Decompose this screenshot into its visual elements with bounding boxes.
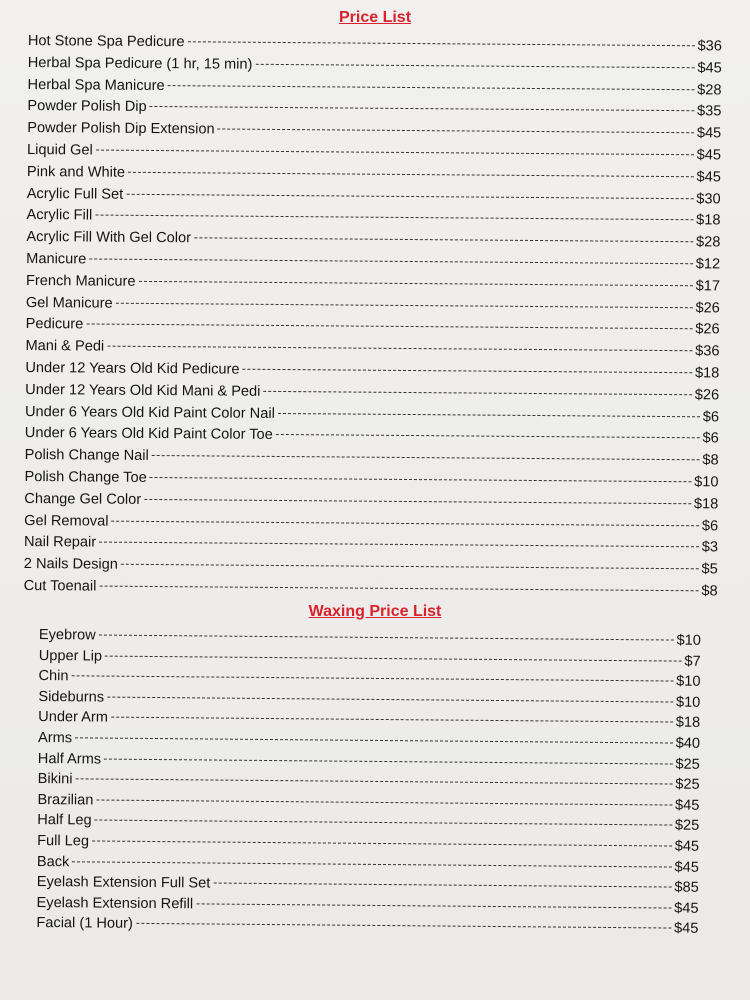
- service-name: Brazilian: [37, 791, 94, 809]
- service-name: Powder Polish Dip: [27, 98, 147, 116]
- dash-leader: [243, 369, 692, 374]
- service-name: Polish Change Toe: [24, 468, 147, 486]
- dash-leader: [196, 903, 671, 908]
- dash-leader: [76, 778, 673, 784]
- service-price: $18: [696, 212, 721, 229]
- service-name: Pink and White: [26, 163, 126, 181]
- service-price: $25: [674, 817, 700, 835]
- dash-leader: [72, 675, 674, 681]
- service-name: Half Arms: [37, 750, 102, 768]
- service-price: $25: [675, 776, 700, 793]
- service-name: Change Gel Color: [24, 490, 142, 508]
- service-price: $10: [676, 673, 701, 690]
- dash-leader: [128, 172, 693, 177]
- service-price: $45: [674, 900, 699, 917]
- service-name: Acrylic Fill: [26, 207, 93, 224]
- service-name: Arms: [37, 729, 73, 747]
- service-price: $18: [693, 495, 719, 513]
- service-name: Liquid Gel: [27, 141, 93, 159]
- service-name: Half Leg: [37, 812, 92, 829]
- service-name: Full Leg: [37, 832, 90, 850]
- service-name: Under 6 Years Old Kid Paint Color Nail: [24, 403, 275, 422]
- service-price: $36: [695, 343, 720, 360]
- price-row: [24, 576, 718, 603]
- service-name: Sideburns: [38, 688, 105, 706]
- service-price: $85: [674, 879, 699, 896]
- service-name: Under 6 Years Old Kid Paint Color Toe: [24, 425, 273, 444]
- service-name: Herbal Spa Manicure: [27, 76, 165, 94]
- dash-leader: [99, 635, 674, 641]
- dash-leader: [86, 324, 692, 330]
- service-price: $45: [696, 125, 722, 142]
- dash-leader: [276, 434, 700, 438]
- dash-leader: [107, 696, 673, 702]
- waxing-price-list-title: Waxing Price List: [308, 603, 442, 620]
- dash-leader: [213, 883, 671, 888]
- service-price: $45: [674, 838, 700, 855]
- service-price: $35: [696, 103, 722, 120]
- dash-leader: [95, 215, 693, 221]
- dash-leader: [263, 391, 691, 395]
- service-name: Under 12 Years Old Kid Mani & Pedi: [25, 381, 261, 400]
- dash-leader: [136, 923, 671, 929]
- service-name: Polish Change Nail: [24, 447, 149, 465]
- dash-leader: [150, 106, 694, 111]
- service-price: $26: [694, 386, 720, 404]
- dash-leader: [150, 477, 691, 482]
- service-price: $36: [697, 38, 722, 55]
- dash-leader: [194, 237, 693, 242]
- dash-leader: [104, 758, 672, 764]
- service-name: Gel Manicure: [25, 294, 113, 312]
- dash-leader: [116, 302, 693, 308]
- service-price: $28: [695, 234, 721, 251]
- waxing-price-list: [36, 625, 701, 940]
- service-name: Eyebrow: [38, 626, 96, 644]
- service-price: $28: [697, 81, 722, 99]
- price-list-title: Price List: [338, 9, 412, 26]
- dash-leader: [72, 861, 671, 867]
- service-name: Herbal Spa Pedicure (1 hr, 15 min): [27, 54, 253, 73]
- dash-leader: [121, 564, 699, 570]
- service-name: 2 Nails Design: [23, 556, 118, 573]
- service-price: $12: [695, 256, 721, 273]
- service-name: French Manicure: [25, 272, 136, 290]
- service-price: $18: [675, 714, 701, 732]
- service-name: Bikini: [37, 771, 73, 788]
- service-price: $6: [702, 430, 719, 447]
- service-name: Manicure: [26, 250, 87, 268]
- service-price: $25: [675, 756, 700, 773]
- service-price: $8: [701, 583, 718, 600]
- service-price: $5: [701, 561, 718, 578]
- service-name: Back: [36, 853, 70, 870]
- dash-leader: [139, 281, 693, 286]
- service-price: $45: [675, 797, 700, 814]
- service-price: $3: [701, 539, 719, 556]
- service-price: $10: [676, 632, 701, 649]
- service-price: $45: [697, 60, 722, 77]
- service-price: $8: [702, 452, 719, 469]
- service-price: $7: [684, 653, 701, 670]
- service-price: $45: [673, 920, 699, 938]
- service-price: $10: [675, 694, 701, 711]
- dash-leader: [187, 41, 694, 46]
- service-name: Under Arm: [38, 709, 109, 726]
- service-price: $26: [695, 321, 720, 338]
- service-price: $26: [695, 299, 720, 317]
- service-name: Mani & Pedi: [25, 338, 105, 355]
- dash-leader: [255, 64, 694, 68]
- dash-leader: [112, 520, 699, 526]
- service-name: Upper Lip: [38, 647, 103, 665]
- dash-leader: [107, 346, 692, 352]
- dash-leader: [105, 655, 681, 661]
- service-price: $6: [702, 408, 720, 425]
- dash-leader: [126, 193, 693, 198]
- dash-leader: [75, 737, 673, 743]
- service-name: Facial (1 Hour): [36, 915, 133, 933]
- dash-leader: [96, 150, 694, 156]
- service-name: Powder Polish Dip Extension: [27, 120, 215, 138]
- service-name: Cut Toenail: [23, 577, 97, 595]
- dash-leader: [144, 499, 691, 504]
- dash-leader: [99, 542, 699, 548]
- dash-leader: [95, 820, 672, 826]
- service-name: Gel Removal: [24, 512, 109, 530]
- service-price: $18: [694, 365, 720, 382]
- service-name: Eyelash Extension Full Set: [36, 874, 211, 892]
- service-price: $30: [696, 190, 721, 208]
- service-name: Hot Stone Spa Pedicure: [27, 32, 185, 51]
- service-name: Under 12 Years Old Kid Pedicure: [25, 359, 240, 378]
- dash-leader: [92, 840, 672, 846]
- service-price: $6: [701, 517, 719, 534]
- service-name: Pedicure: [25, 316, 84, 333]
- service-price: $17: [695, 278, 721, 295]
- dash-leader: [99, 585, 698, 591]
- dash-leader: [89, 258, 693, 264]
- service-price: $45: [696, 169, 721, 186]
- price-list: [24, 31, 722, 603]
- service-name: Acrylic Fill With Gel Color: [26, 229, 192, 247]
- dash-leader: [168, 85, 695, 90]
- service-name: Nail Repair: [23, 534, 97, 551]
- service-name: Eyelash Extension Refill: [36, 894, 194, 913]
- dash-leader: [152, 455, 700, 460]
- dash-leader: [218, 129, 694, 134]
- service-price: $45: [696, 147, 722, 164]
- dash-leader: [278, 413, 700, 417]
- price-row: [36, 913, 698, 939]
- service-name: Chin: [38, 668, 69, 685]
- dash-leader: [111, 717, 673, 723]
- service-name: Acrylic Full Set: [26, 185, 124, 203]
- dash-leader: [96, 799, 672, 805]
- service-price: $40: [675, 735, 701, 752]
- service-price: $10: [694, 474, 719, 491]
- service-price: $45: [674, 859, 699, 876]
